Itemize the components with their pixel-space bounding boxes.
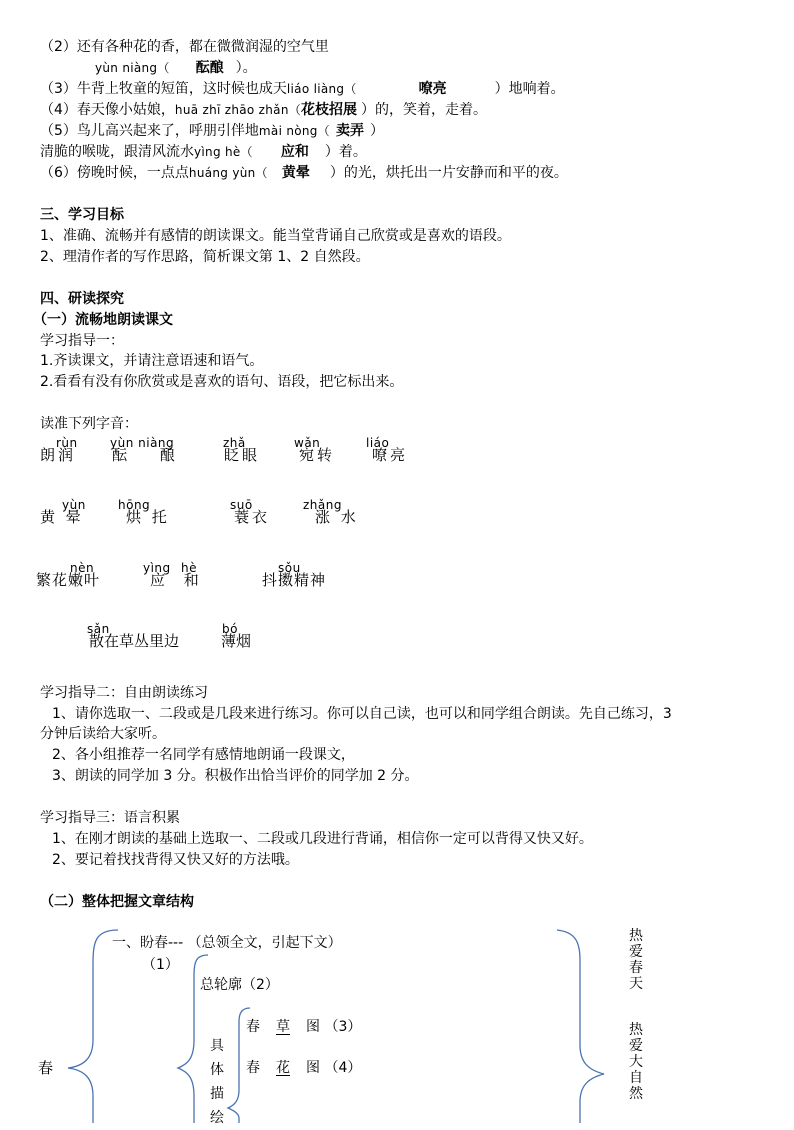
guide-1-item-2: 2.看看有没有你欣赏或是喜欢的语句、语段，把它标出来。 (40, 374, 404, 390)
guide-2-item-1-cont: 分钟后读给大家听。 (40, 726, 166, 742)
vocab-word: 散在草丛里边 (89, 632, 180, 650)
vocab-word: 涨 水 (315, 508, 359, 526)
vocab-text: 清脆的喉咙，跟清风流水 (40, 144, 194, 160)
pic-keyword: 花 (276, 1060, 290, 1076)
guide-3-item-1: 1、在刚才朗读的基础上选取一、二段或几段进行背诵，相信你一定可以背得又快又好。 (52, 831, 593, 847)
pinyin-annotation: rùn (56, 436, 78, 450)
pic-suffix: 图 （3） (306, 1019, 362, 1035)
pinyin-annotation: yìng hè (143, 561, 197, 575)
guide-3-item-2: 2、要记着找找背得又快又好的方法哦。 (52, 852, 299, 868)
vocab-text: （4）春天像小姑娘， (40, 102, 175, 118)
vocab-word: 应 和 (150, 571, 199, 589)
answer: 花枝招展 (301, 102, 358, 118)
subheading-structure: （二）整体把握文章结构 (40, 894, 194, 910)
pinyin-annotation: yùn niàng (110, 436, 175, 450)
structure-right-label-1: 热爱春天 (629, 928, 643, 992)
vocab-word: 黄 晕 (40, 508, 84, 526)
guide-2-title: 学习指导二：自由朗读练习 (40, 685, 208, 701)
pinyin-annotation: bó (222, 622, 238, 636)
guide-2-item-3: 3、朗读的同学加 3 分。积极作出恰当评价的同学加 2 分。 (52, 768, 419, 784)
pinyin-annotation: sǎn (87, 622, 110, 636)
vocab-word: 抖擞精神 (262, 571, 327, 589)
guide-3-title: 学习指导三：语言积累 (40, 810, 180, 826)
bracket-end: ）着。 (324, 144, 367, 160)
pinyin-annotation: nèn (70, 561, 95, 575)
vocab-word: 朗润 (40, 446, 77, 464)
pinyin-annotation: suō (230, 498, 253, 512)
answer: 卖弄 (335, 123, 364, 139)
structure-picture-grass (246, 1020, 361, 1034)
bracket-end: ）的光，烘托出一片安静而和平的夜。 (329, 165, 568, 181)
pic-suffix: 图 （4） (306, 1060, 362, 1076)
answer: 酝酿 (195, 60, 224, 76)
vocab-word: 蓑衣 (234, 508, 271, 526)
pic-keyword: 草 (276, 1019, 290, 1035)
pinyin: huáng yùn（ (188, 166, 268, 180)
vocab-word: 烘 托 (126, 508, 170, 526)
pinyin-annotation: yùn (62, 498, 86, 512)
bracket-end: ） (369, 123, 384, 139)
pinyin-annotation: hōng (118, 498, 151, 512)
pinyin: yùn niàng（ (95, 61, 170, 75)
vocab-word: 薄烟 (221, 632, 252, 650)
bracket-end: ）的，笑着，走着。 (361, 102, 488, 118)
goal-1: 1、准确、流畅并有感情的朗读课文。能当堂背诵自己欣赏或是喜欢的语段。 (40, 228, 511, 244)
pic-prefix: 春 (246, 1060, 260, 1076)
section-heading-study: 四、研读探究 (40, 291, 124, 307)
pinyin-annotation: liáo (366, 436, 390, 450)
answer: 嘹亮 (418, 81, 447, 97)
pinyin-annotation: sǒu (278, 561, 301, 575)
structure-right-label-2: 热爱大自然 (629, 1022, 643, 1102)
guide-1-title: 学习指导一： (40, 333, 124, 349)
vocab-word: 酝 酿 (112, 446, 175, 464)
pinyin: liáo liàng（ (286, 82, 357, 96)
vocab-word: 眨眼 (224, 446, 261, 464)
vocab-word: 宛转 (299, 446, 336, 464)
right-brace (557, 930, 604, 1123)
guide-1-item-1: 1.齐读课文，并请注意语速和语气。 (40, 353, 264, 369)
answer: 黄晕 (281, 165, 310, 181)
pinyin: huā zhī zhāo zhǎn（ (174, 103, 302, 117)
goal-2: 2、理清作者的写作思路，简析课文第 1、2 自然段。 (40, 249, 370, 265)
structure-picture-flower (246, 1061, 361, 1075)
structure-part-1: 一、盼春--- （总领全文，引起下文） (112, 935, 342, 951)
guide-2-item-1: 1、请你选取一、二段或是几段来进行练习。你可以自己读，也可以和同学组合朗读。先自己练习，3 (52, 706, 672, 722)
structure-detail-label: 具体描绘 (210, 1038, 224, 1126)
vocab-text: （3）牛背上牧童的短笛，这时候也成天 (40, 81, 287, 97)
structure-root: 春 (38, 1059, 54, 1077)
vocab-text: （5）鸟儿高兴起来了，呼朋引伴地 (40, 123, 259, 139)
guide-2-item-2: 2、各小组推荐一名同学有感情地朗诵一段课文， (52, 747, 355, 763)
read-title: 读准下列字音： (40, 416, 138, 432)
structure-part-1-number: （1） (142, 957, 179, 973)
answer: 应和 (280, 144, 309, 160)
left-brace-large (68, 930, 118, 1123)
bracket-end: ）地响着。 (494, 81, 565, 97)
vocab-text: （2）还有各种花的香，都在微微润湿的空气里 (40, 39, 329, 55)
pinyin-annotation: zhǎng (303, 498, 342, 512)
pic-prefix: 春 (246, 1019, 260, 1035)
pinyin-annotation: wǎn (294, 436, 321, 450)
bracket-end: ）。 (235, 60, 257, 76)
pinyin: mài nòng（ (258, 124, 330, 138)
pinyin: yìng hè（ (194, 145, 253, 159)
vocab-word: 繁花嫩叶 (36, 571, 101, 589)
structure-outline: 总轮廓（2） (200, 977, 279, 993)
vocab-word: 嘹亮 (372, 446, 409, 464)
subheading-read: （一）流畅地朗读课文 (33, 312, 173, 328)
section-heading-goals: 三、学习目标 (40, 207, 124, 223)
pinyin-annotation: zhǎ (223, 436, 246, 450)
vocab-text: （6）傍晚时候，一点点 (40, 165, 189, 181)
